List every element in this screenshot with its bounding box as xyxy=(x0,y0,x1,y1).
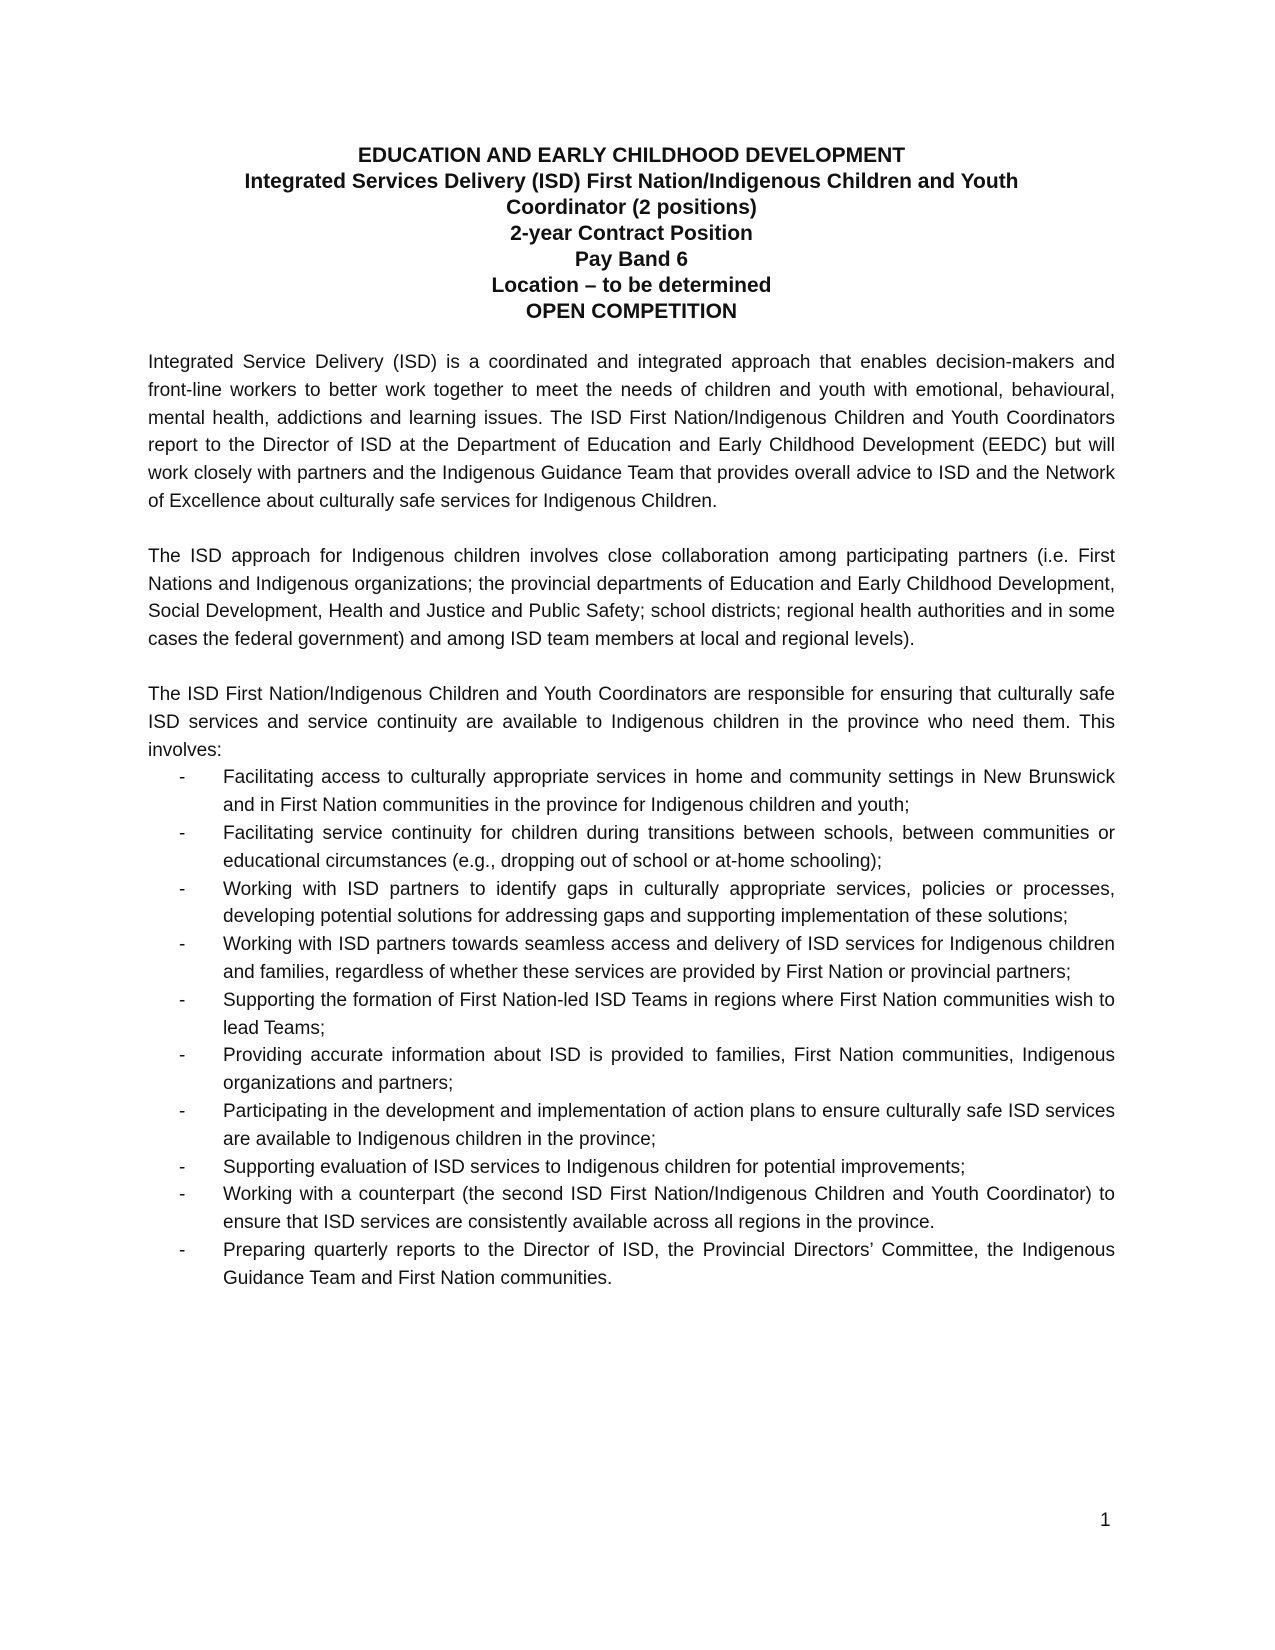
list-item xyxy=(148,1181,1115,1237)
list-item-text: Participating in the development and implementation of action plans to ensure culturally safe ISD services are available to Indigenous children in the province; xyxy=(223,1100,1115,1150)
list-item-text: Supporting evaluation of ISD services to Indigenous children for potential improvements; xyxy=(223,1156,966,1178)
list-item xyxy=(148,987,1115,1043)
list-item-text: Facilitating access to culturally appropriate services in home and community settings in New Brunswick and in First Nation communities in the province for Indigenous children and youth; xyxy=(223,767,1115,817)
list-item xyxy=(148,876,1115,932)
bullet-marker: - xyxy=(179,1045,186,1067)
list-item xyxy=(148,1154,1115,1182)
bullet-marker: - xyxy=(179,822,186,844)
document-page xyxy=(148,143,1115,1293)
location: Location – to be determined xyxy=(491,274,772,297)
bullet-marker: - xyxy=(179,1184,186,1206)
responsibilities-paragraph: The ISD First Nation/Indigenous Children and Youth Coordinators are responsible for ensuring that culturally safe ISD services and service continuity are available to Indigenous children in the province who need them. This involves: xyxy=(148,683,1115,761)
list-item xyxy=(148,1237,1115,1293)
bullet-marker: - xyxy=(179,1100,186,1122)
competition-type: OPEN COMPETITION xyxy=(525,300,738,323)
list-item-text: Preparing quarterly reports to the Director of ISD, the Provincial Directors’ Committee, the Indigenous Guidance Team and First Nation communities. xyxy=(223,1239,1115,1289)
approach-paragraph: The ISD approach for Indigenous children involves close collaboration among participating partners (i.e. First Nations and Indigenous organizations; the provincial departments of Education and Early Childhood Development, Social Development, Health and Justice and Public Safety; school districts; regional health authorities and in some cases the federal government) and among ISD team members at local and regional levels). xyxy=(148,545,1115,651)
intro-paragraph: Integrated Service Delivery (ISD) is a coordinated and integrated approach that enables decision-makers and front-line workers to better work together to meet the needs of children and youth with emotional, behavioural, mental health, addictions and learning issues. The ISD First Nation/Indigenous Children and Youth Coordinators report to the Director of ISD at the Department of Education and Early Childhood Development (EEDC) but will work closely with partners and the Indigenous Guidance Team that provides overall advice to ISD and the Network of Excellence about culturally safe services for Indigenous Children. xyxy=(148,352,1115,512)
bullet-marker: - xyxy=(179,934,186,956)
list-item-text: Facilitating service continuity for children during transitions between schools, between communities or educational circumstances (e.g., dropping out of school or at-home schooling); xyxy=(223,822,1115,872)
list-item-text: Providing accurate information about ISD is provided to families, First Nation communities, Indigenous organizations and partners; xyxy=(223,1045,1115,1095)
bullet-marker: - xyxy=(179,1156,186,1178)
list-item xyxy=(148,931,1115,987)
list-item-text: Supporting the formation of First Nation-led ISD Teams in regions where First Nation communities wish to lead Teams; xyxy=(223,989,1115,1039)
page-number: 1 xyxy=(1100,1510,1111,1531)
bullet-marker: - xyxy=(179,1239,186,1261)
list-item xyxy=(148,820,1115,876)
pay-band: Pay Band 6 xyxy=(574,248,689,271)
position-title: Integrated Services Delivery (ISD) First Nation/Indigenous Children and Youth xyxy=(244,170,1019,193)
list-item-text: Working with a counterpart (the second ISD First Nation/Indigenous Children and Youth Coordinator) to ensure that ISD services are consistently available across all regions in the province. xyxy=(223,1184,1115,1234)
bullet-marker: - xyxy=(179,989,186,1011)
list-item-text: Working with ISD partners towards seamless access and delivery of ISD services for Indigenous children and families, regardless of whether these services are provided by First Nation or provincial partners; xyxy=(223,934,1115,983)
list-item xyxy=(148,764,1115,820)
bullet-marker: - xyxy=(179,767,186,789)
contract-type: 2-year Contract Position xyxy=(510,222,753,245)
list-item xyxy=(148,1042,1115,1098)
list-item-text: Working with ISD partners to identify gaps in culturally appropriate services, policies or processes, developing potential solutions for addressing gaps and supporting implementation of these solutions; xyxy=(223,878,1115,928)
bullet-marker: - xyxy=(179,878,186,900)
department-title: EDUCATION AND EARLY CHILDHOOD DEVELOPMENT xyxy=(357,144,906,167)
position-title-continued: Coordinator (2 positions) xyxy=(506,196,757,219)
list-item xyxy=(148,1098,1115,1154)
responsibilities-list xyxy=(148,764,1115,1292)
document-header xyxy=(148,143,1115,325)
